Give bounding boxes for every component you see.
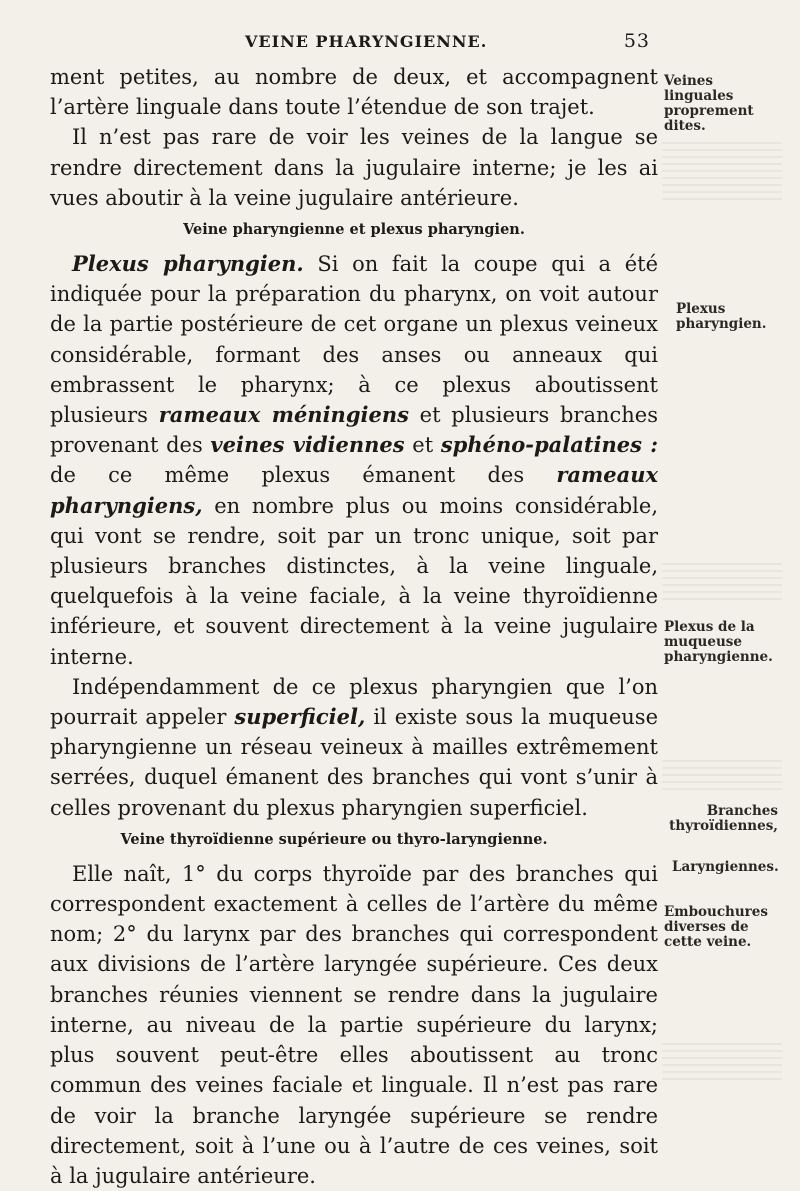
margin-note-thyroid-branches: Branches thyroïdiennes, — [669, 803, 778, 834]
margin-note-endings: Embouchures diverses de cette veine. — [664, 904, 768, 950]
running-title: VEINE PHARYNGIENNE. — [245, 32, 488, 51]
main-text-column — [50, 62, 658, 1191]
paragraph-mucosa-network: Indépendamment de ce plexus pharyngien que l’on pourrait appeler superficiel, il existe sous la muqueuse pharyngienne un réseau veineux à mailles extrêmement serrées, duquel émanent des branches qui vont s’unir à celles provenant du plexus pharyngien superficiel. — [50, 674, 658, 820]
section-title-pharyngeal: Veine pharyngienne et plexus pharyngien. — [183, 221, 525, 239]
section-title-thyroid: Veine thyroïdienne supérieure ou thyro-laryngienne. — [120, 830, 548, 848]
margin-note-plexus: Plexus pharyngien. — [676, 301, 767, 332]
bleed-through-mark — [662, 140, 782, 200]
bleed-through-mark — [662, 760, 782, 790]
paragraph-lingual-veins: ment petites, au nombre de deux, et accompagnent l’artère linguale dans toute l’étendue de son trajet. — [50, 65, 658, 120]
plexus-heading: Plexus pharyngien. — [72, 251, 304, 277]
paragraph-pharyngeal-plexus: Plexus pharyngien. Si on fait la coupe qui a été indiquée pour la préparation du pharynx, on voit autour de la partie postérieure de cet organe un plexus veineux considérable, formant des anses ou anneaux qui embrassent le pharynx; à ce plexus aboutissent plusieurs rameaux méningiens et plusieurs branches provenant des veines vidiennes et sphéno-palatines : de ce même plexus émanent des rameaux pharyngiens, en nombre plus ou moins considérable, qui vont se rendre, soit par un tronc unique, soit par plusieurs branches distinctes, à la veine linguale, quelquefois à la veine faciale, à la veine thyroïdienne inférieure, et souvent directement à la veine jugulaire interne. — [50, 251, 658, 669]
bleed-through-mark — [662, 1040, 782, 1080]
margin-note-laryngeal: Laryngiennes. — [672, 859, 779, 875]
paragraph-thyroid-vein: Elle naît, 1° du corps thyroïde par des branches qui correspondent exactement à celles de l’artère du même nom; 2° du larynx par des branches qui correspondent aux divisions de l’artère laryngée supérieure. Ces deux branches réunies viennent se rendre dans la jugulaire interne, au niveau de la partie supérieure du larynx; plus souvent peut-être elles aboutissent au tronc commun des veines faciale et linguale. Il n’est pas rare de voir la branche laryngée supérieure se rendre directement, soit à l’une ou à l’autre de ces veines, soit à la jugulaire antérieure. — [50, 861, 658, 1188]
paragraph-tongue-veins: Il n’est pas rare de voir les veines de la langue se rendre directement dans la jugulaire interne; je les ai vues aboutir à la veine jugulaire antérieure. — [50, 125, 658, 210]
margin-note-mucosa: Plexus de la muqueuse pharyngienne. — [664, 619, 773, 665]
margin-note-lingual: Veines linguales proprement dites. — [664, 73, 754, 134]
bleed-through-mark — [662, 560, 782, 600]
page-number: 53 — [623, 30, 650, 52]
